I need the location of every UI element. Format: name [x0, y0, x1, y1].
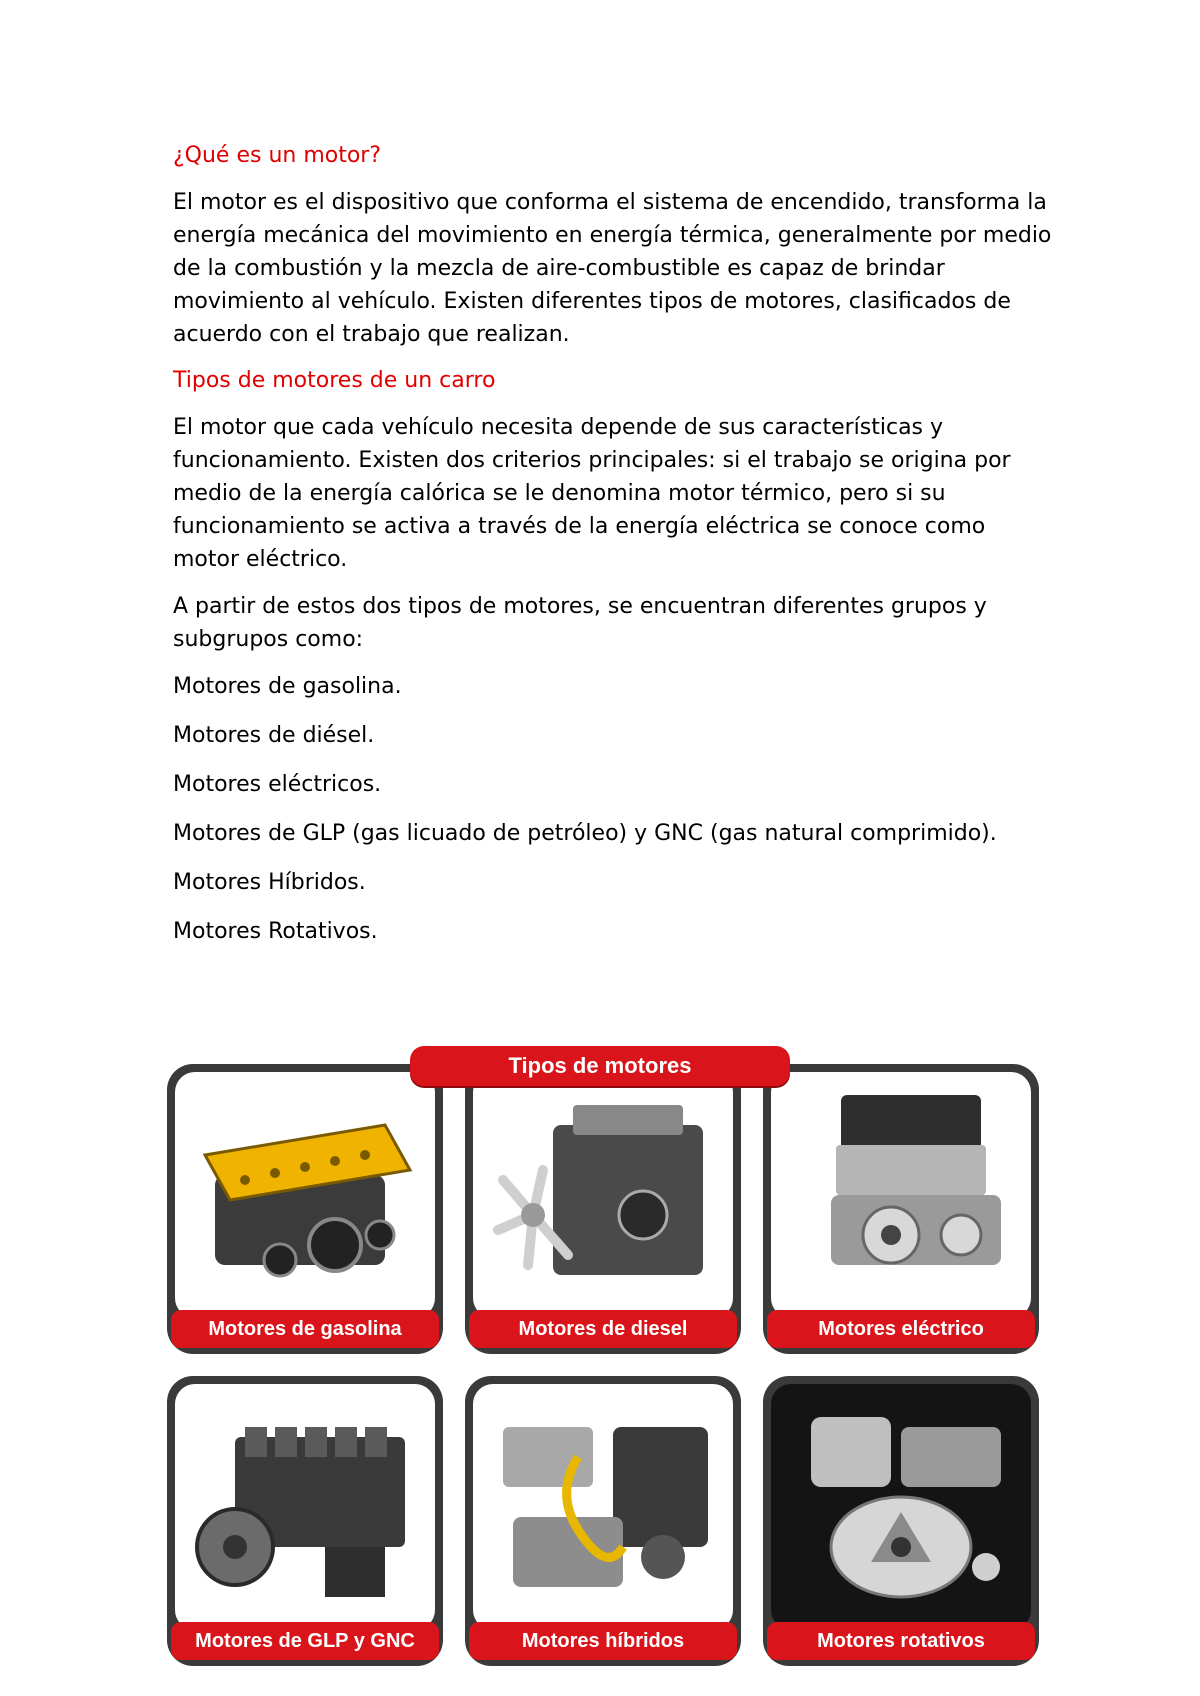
engine-card-label: Motores eléctrico [767, 1310, 1035, 1348]
rotary-engine-icon [781, 1394, 1021, 1620]
list-item: Motores de diésel. [173, 723, 375, 748]
list-item: Motores Rotativos. [173, 919, 378, 944]
paragraph-groups-intro: A partir de estos dos tipos de motores, se encuentran diferentes grupos y subgrupos como: [173, 594, 987, 652]
engine-card-rotary [763, 1376, 1039, 1666]
gasoline-engine-icon [185, 1082, 425, 1308]
diesel-engine-icon [483, 1082, 723, 1308]
infographic-title: Tipos de motores [410, 1046, 790, 1086]
list-item: Motores de GLP (gas licuado de petróleo) y GNC (gas natural comprimido). [173, 821, 997, 846]
section-heading-tipos: Tipos de motores de un carro [173, 368, 496, 393]
engine-card-label: Motores de gasolina [171, 1310, 439, 1348]
paragraph-definition: El motor es el dispositivo que conforma el sistema de encendido, transforma la energía mecánica del movimiento en energía térmica, generalmente por medio de la combustión y la mezcla de aire-combustible es capaz de brindar movimiento al vehículo. Existen diferentes tipos de motores, clasificados de acuerdo con el trabajo que realizan. [173, 190, 1052, 347]
document-body [173, 140, 1053, 964]
list-item: Motores Híbridos. [173, 870, 366, 895]
engine-card-electric [763, 1064, 1039, 1354]
engine-card-label: Motores rotativos [767, 1622, 1035, 1660]
section-heading-que-es: ¿Qué es un motor? [173, 143, 382, 168]
electric-motor-icon [781, 1082, 1021, 1308]
engine-card-glp-gnc [167, 1376, 443, 1666]
engine-types-infographic [165, 1046, 1045, 1686]
list-item: Motores de gasolina. [173, 674, 402, 699]
engine-card-hybrid [465, 1376, 741, 1666]
paragraph-criteria: El motor que cada vehículo necesita depende de sus características y funcionamiento. Existen dos criterios principales: si el trabajo se origina por medio de la energía calórica se le denomina motor térmico, pero si su funcionamiento se activa a través de la energía eléctrica se conoce como motor eléctrico. [173, 415, 1011, 572]
engine-card-label: Motores híbridos [469, 1622, 737, 1660]
engine-card-label: Motores de diesel [469, 1310, 737, 1348]
engine-card-gasoline [167, 1064, 443, 1354]
hybrid-engine-icon [483, 1394, 723, 1620]
engine-card-diesel [465, 1064, 741, 1354]
engine-card-label: Motores de GLP y GNC [171, 1622, 439, 1660]
glp-gnc-engine-icon [185, 1394, 425, 1620]
list-item: Motores eléctricos. [173, 772, 382, 797]
